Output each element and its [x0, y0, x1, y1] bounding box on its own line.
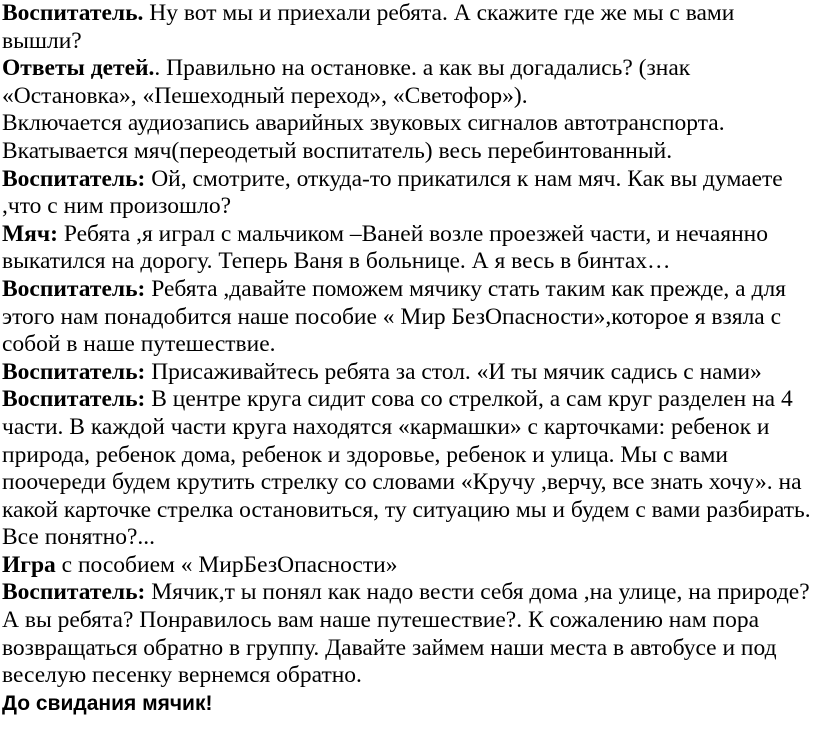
- paragraph-text: Присаживайтесь ребята за стол. «И ты мячик садись с нами»: [145, 358, 762, 385]
- paragraph-text: Включается аудиозапись аварийных звуковых сигналов автотранспорта. Вкатывается мяч(переодетый воспитатель) весь перебинтованный.: [2, 110, 725, 164]
- paragraph-text: Мячик,т ы понял как надо вести себя дома ,на улице, на природе? А вы ребята? Понравилось вам наше путешествие?. К сожалению нам пора возвращаться обратно в группу. Давайте займем наши места в автобусе и под веселую песенку вернемся обратно.: [2, 579, 810, 689]
- paragraph-7: [2, 359, 812, 387]
- speaker-label: Воспитатель:: [2, 275, 146, 302]
- paragraph-text: Ребята ,давайте поможем мячику стать таким как прежде, а для этого нам понадобится наше пособие « Мир БезОпасности»,которое я взяла с собой в наше путешествие.: [2, 275, 786, 358]
- paragraph-4: [2, 166, 812, 221]
- speaker-label: Воспитатель:: [2, 579, 146, 606]
- speaker-label: Ответы детей.: [2, 55, 155, 82]
- speaker-label: Игра: [2, 551, 56, 578]
- paragraph-8: [2, 386, 812, 552]
- speaker-label: Воспитатель:: [2, 386, 146, 413]
- speaker-label: Воспитатель:: [2, 165, 146, 192]
- paragraph-text: Ой, смотрите, откуда-то прикатился к нам мяч. Как вы думаете ,что с ним произошло?: [2, 165, 783, 220]
- paragraph-text: Ребята ,я играл с мальчиком –Ваней возле проезжей части, и нечаянно выкатился на дорогу. Теперь Ваня в больнице. А я весь в бинтах…: [2, 220, 768, 275]
- paragraph-5: [2, 221, 812, 276]
- paragraph-6: [2, 276, 812, 359]
- paragraph-1: [2, 0, 812, 55]
- speaker-label: Воспитатель:: [2, 358, 146, 385]
- paragraph-2: [2, 55, 812, 110]
- paragraph-text: В центре круга сидит сова со стрелкой, а сам круг разделен на 4 части. В каждой части круга находятся «кармашки» с карточками: ребенок и природа, ребенок дома, ребенок и здоровье, ребенок и улица. Мы с вами поочереди будем крутить стрелку со словами «Кручу ,верчу, все знать хочу». на какой карточке стрелка остановиться, ту ситуацию мы и будем с вами разбирать. Все понятно?...: [2, 386, 811, 551]
- paragraph-10: [2, 579, 812, 689]
- closing-line: До свидания мячик!: [2, 691, 213, 715]
- speaker-label: Воспитатель.: [2, 0, 144, 26]
- paragraph-text: . Правильно на остановке. а как вы догадались? (знак «Остановка», «Пешеходный переход», «Светофор»).: [2, 55, 691, 109]
- paragraph-3: [2, 110, 812, 165]
- paragraph-9: [2, 552, 812, 580]
- paragraph-text: с пособием « МирБезОпасности»: [55, 551, 398, 578]
- paragraph-text: Ну вот мы и приехали ребята. А скажите где же мы с вами вышли?: [2, 0, 735, 54]
- speaker-label: Мяч:: [2, 220, 58, 247]
